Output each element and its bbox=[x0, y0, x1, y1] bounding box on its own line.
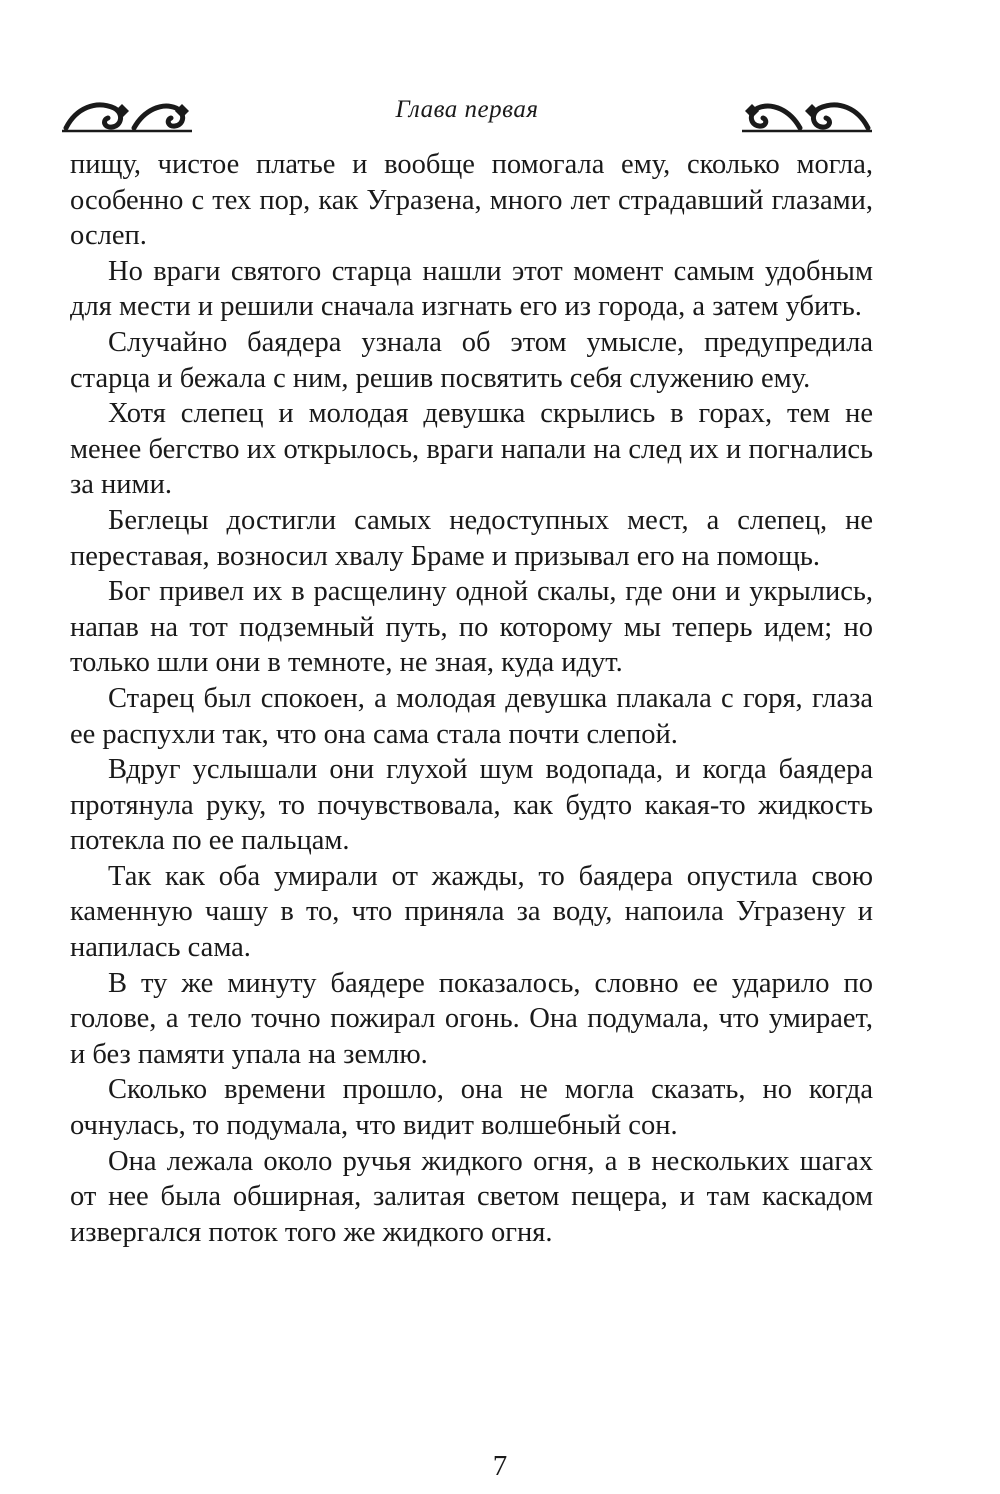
page-number: 7 bbox=[492, 1450, 508, 1482]
right-ornament-icon bbox=[742, 94, 872, 134]
paragraph: Беглецы достигли самых недоступных мест, а слепец, не переставая, возносил хвалу Браме и призывал его на помощь. bbox=[70, 504, 873, 572]
paragraph: Сколько времени прошло, она не могла сказать, но когда очнулась, то подумала, что видит волшебный сон. bbox=[70, 1074, 873, 1142]
paragraph: Старец был спокоен, а молодая девушка плакала с горя, глаза ее распухли так, что она сама стала почти слепой. bbox=[70, 682, 873, 750]
paragraph: Бог привел их в расщелину одной скалы, где они и укрылись, напав на тот подземный путь, по которому мы теперь идем; но только шли они в темноте, не зная, куда идут. bbox=[70, 576, 873, 679]
paragraph: В ту же минуту баядере показалось, словно ее ударило по голове, а тело точно пожирал огонь. Она подумала, что умирает, и без памяти упала на землю. bbox=[70, 967, 873, 1070]
chapter-title: Глава первая bbox=[395, 96, 539, 123]
paragraph: пищу, чистое платье и вообще помогала ему, сколько могла, особенно с тех пор, как Угразена, много лет страдавший глазами, ослеп. bbox=[70, 149, 873, 252]
paragraph: Вдруг услышали они глухой шум водопада, и когда баядера протянула руку, то почувствовала, как будто какая-то жидкость потекла по ее пальцам. bbox=[70, 754, 873, 857]
paragraph: Хотя слепец и молодая девушка скрылись в горах, тем не менее бегство их открылось, враги напали на след их и погнались за ними. bbox=[70, 398, 873, 501]
running-header bbox=[62, 92, 872, 142]
main-text bbox=[70, 147, 873, 1250]
paragraph: Но враги святого старца нашли этот момент самым удобным для мести и решили сначала изгнать его из города, а затем убить. bbox=[70, 255, 873, 323]
paragraph: Так как оба умирали от жажды, то баядера опустила свою каменную чашу в то, что приняла за воду, напоила Угразену и напилась сама. bbox=[70, 860, 873, 964]
paragraph: Случайно баядера узнала об этом умысле, предупредила старца и бежала с ним, решив посвятить себя служению ему. bbox=[70, 326, 873, 394]
paragraph: Она лежала около ручья жидкого огня, а в нескольких шагах от нее была обширная, залитая светом пещера, и там каскадом извергался поток того же жидкого огня. bbox=[70, 1145, 873, 1248]
